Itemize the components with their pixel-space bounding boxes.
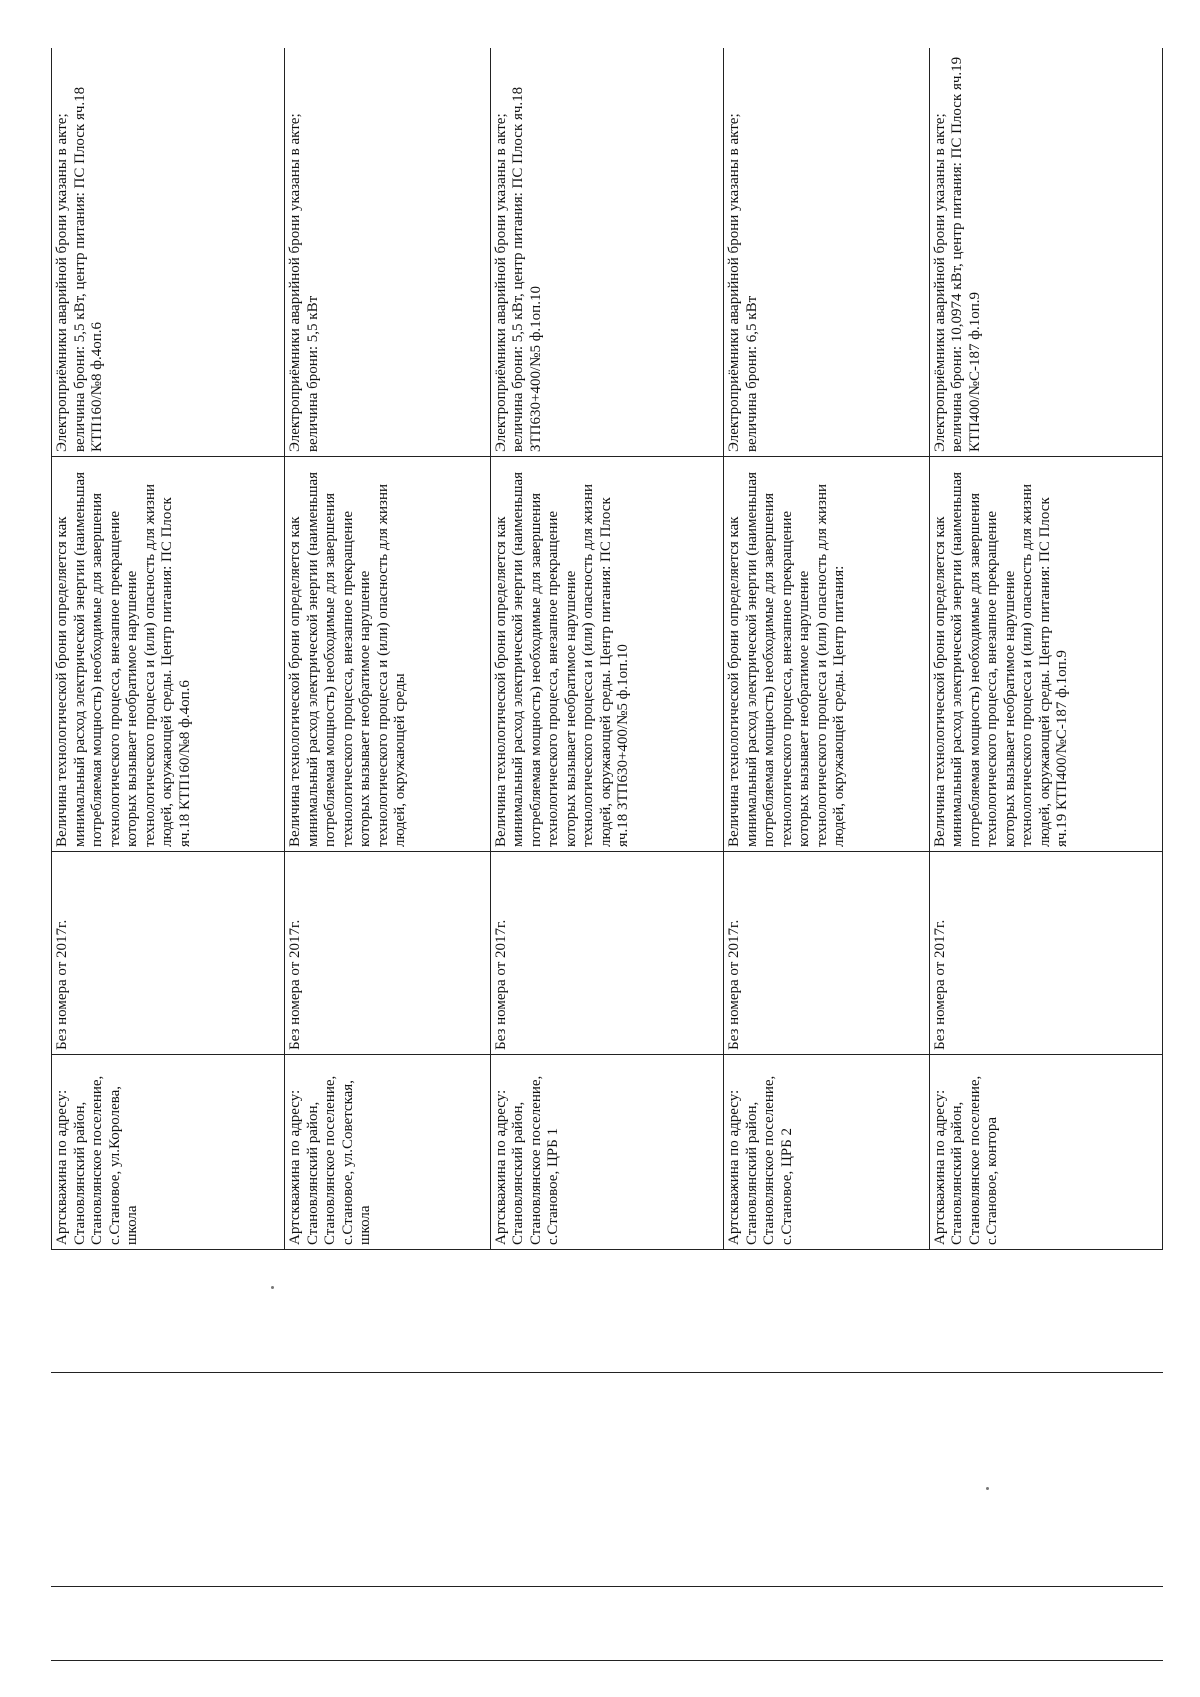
emergency-reserve-cell: Электроприёмники аварийной брони указаны в акте; величина брони: 10,0974 кВт, центр питания: ПС Плоск яч.19 КТП400/№С-187 ф.1оп.9 <box>929 48 1163 457</box>
act-cell: Без номера от 2017г. <box>724 852 929 1055</box>
horizontal-rule <box>51 1586 1163 1587</box>
tech-reserve-cell: Величина технологической брони определяется как минимальный расход электрической энергии (наименьшая потребляемая мощность) необходимые для завершения технологического процесса, внезапное прекращение которых вызывает необратимое нарушение технологического процесса и (или) опасность для жизни людей, окружающей среды. Центр питания: ПС Плоск яч.18 ЗТП630+400/№5 ф.1оп.10 <box>490 457 723 852</box>
rotated-table-area <box>51 48 1163 1250</box>
object-cell: Артскважина по адресу: Становлянский район, Становлянское поселение, с.Становое, ЦРБ 1 <box>490 1055 723 1250</box>
table-row <box>929 48 1163 1250</box>
emergency-reserve-cell: Электроприёмники аварийной брони указаны в акте; величина брони: 5,5 кВт, центр питания: ПС Плоск яч.18 ЗТП630+400/№5 ф.1оп.10 <box>490 48 723 457</box>
emergency-reserve-cell: Электроприёмники аварийной брони указаны в акте; величина брони: 5,5 кВт <box>285 48 490 457</box>
act-cell: Без номера от 2017г. <box>490 852 723 1055</box>
emergency-reserve-cell: Электроприёмники аварийной брони указаны в акте; величина брони: 6,5 кВт <box>724 48 929 457</box>
tech-reserve-cell: Величина технологической брони определяется как минимальный расход электрической энергии (наименьшая потребляемая мощность) необходимые для завершения технологического процесса, внезапное прекращение которых вызывает необратимое нарушение технологического процесса и (или) опасность для жизни людей, окружающей среды. Центр питания: ПС Плоск яч.18 КТП160/№8 ф.4оп.6 <box>52 457 285 852</box>
horizontal-rule <box>51 1372 1163 1373</box>
table-row <box>285 48 490 1250</box>
tech-reserve-cell: Величина технологической брони определяется как минимальный расход электрической энергии (наименьшая потребляемая мощность) необходимые для завершения технологического процесса, внезапное прекращение которых вызывает необратимое нарушение технологического процесса и (или) опасность для жизни людей, окружающей среды. Центр питания: <box>724 457 929 852</box>
object-cell: Артскважина по адресу: Становлянский район, Становлянское поселение, с.Становое, ул.Королева, школа <box>52 1055 285 1250</box>
emergency-reserve-cell: Электроприёмники аварийной брони указаны в акте; величина брони: 5,5 кВт, центр питания: ПС Плоск яч.18 КТП160/№8 ф.4оп.6 <box>52 48 285 457</box>
object-cell: Артскважина по адресу: Становлянский район, Становлянское поселение, с.Становое, контора <box>929 1055 1163 1250</box>
scan-speck <box>271 1286 274 1289</box>
tech-reserve-cell: Величина технологической брони определяется как минимальный расход электрической энергии (наименьшая потребляемая мощность) необходимые для завершения технологического процесса, внезапное прекращение которых вызывает необратимое нарушение технологического процесса и (или) опасность для жизни людей, окружающей среды. Центр питания: ПС Плоск яч.19 КТП400/№С-187 ф.1оп.9 <box>929 457 1163 852</box>
act-cell: Без номера от 2017г. <box>285 852 490 1055</box>
rotated-table-container <box>51 48 1163 1250</box>
table-row <box>490 48 723 1250</box>
tech-reserve-cell: Величина технологической брони определяется как минимальный расход электрической энергии (наименьшая потребляемая мощность) необходимые для завершения технологического процесса, внезапное прекращение которых вызывает необратимое нарушение технологического процесса и (или) опасность для жизни людей, окружающей среды <box>285 457 490 852</box>
act-cell: Без номера от 2017г. <box>52 852 285 1055</box>
scan-speck <box>986 1487 989 1490</box>
reserve-table <box>51 48 1163 1250</box>
object-cell: Артскважина по адресу: Становлянский район, Становлянское поселение, с.Становое, ул.Советская, школа <box>285 1055 490 1250</box>
act-cell: Без номера от 2017г. <box>929 852 1163 1055</box>
horizontal-rule <box>51 1660 1163 1661</box>
table-row <box>52 48 285 1250</box>
object-cell: Артскважина по адресу: Становлянский район, Становлянское поселение, с.Становое, ЦРБ 2 <box>724 1055 929 1250</box>
table-row <box>724 48 929 1250</box>
